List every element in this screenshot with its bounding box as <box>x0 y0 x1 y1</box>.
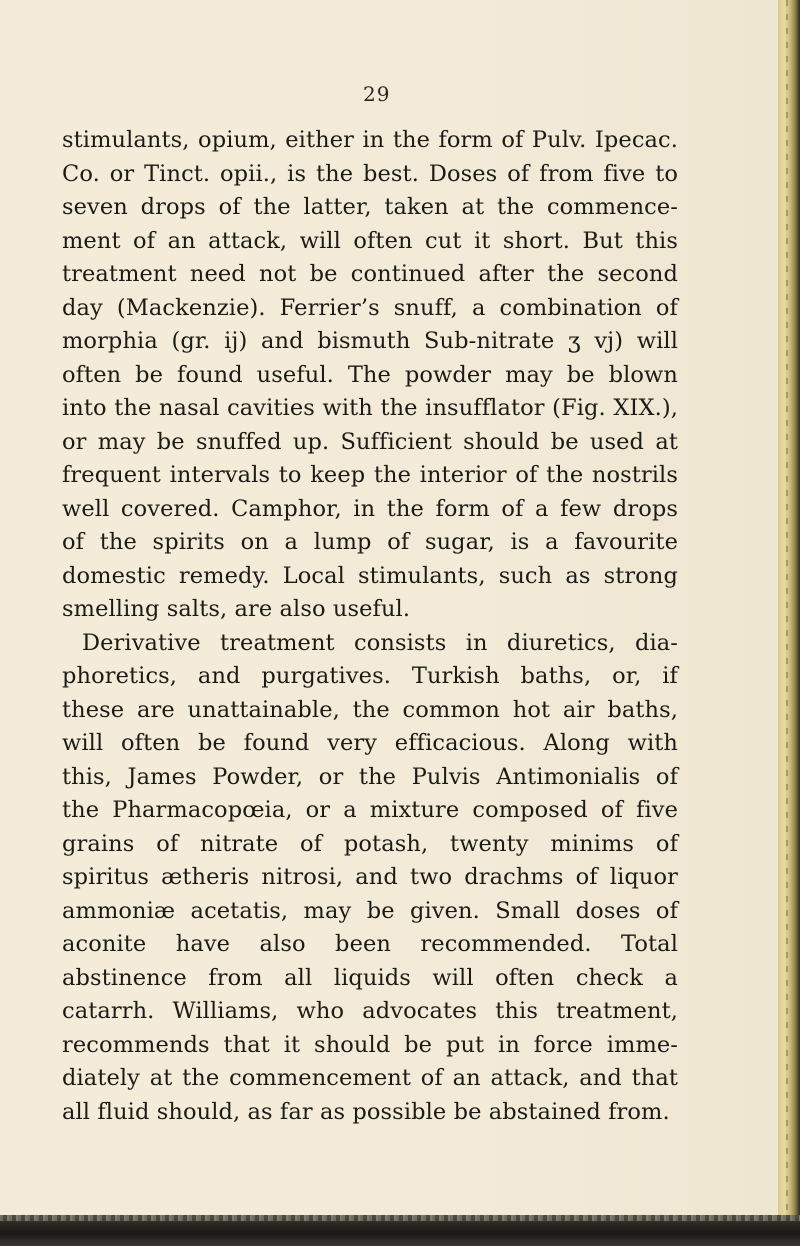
text-line: morphia (gr. ij) and bismuth Sub-nitrate ʒ vj) will <box>62 328 678 354</box>
text-line: catarrh. Williams, who advocates this treatment, <box>62 998 678 1024</box>
page-bottom-shadow <box>0 1215 800 1246</box>
text-line: treatment need not be continued after the second <box>62 261 678 287</box>
text-line: domestic remedy. Local stimulants, such as strong <box>62 562 678 589</box>
text-line: will often be found very efficacious. Along with <box>62 730 678 756</box>
text-line: or may be snuffed up. Sufficient should be used at <box>62 428 678 455</box>
text-line: this, James Powder, or the Pulvis Antimonialis of <box>62 763 678 790</box>
text-line: diately at the commencement of an attack, and that <box>62 1065 678 1091</box>
text-line: ment of an attack, will often cut it short. But this <box>62 227 678 254</box>
text-line: well covered. Camphor, in the form of a few drops <box>62 495 678 522</box>
text-line: aconite have also been recommended. Total <box>62 931 678 957</box>
text-line: Co. or Tinct. opii., is the best. Doses of from five to <box>62 160 678 187</box>
text-line: the Pharmacopœia, or a mixture composed of five <box>62 797 678 823</box>
text-line: all fluid should, as far as possible be abstained from. <box>62 1098 670 1125</box>
text-line: spiritus ætheris nitrosi, and two drachms of liquor <box>62 864 678 890</box>
book-binding-edge <box>778 0 800 1246</box>
text-line: seven drops of the latter, taken at the commence- <box>62 194 678 220</box>
page-number: 29 <box>363 82 391 106</box>
text-line: phoretics, and purgatives. Turkish baths, or, if <box>62 663 678 689</box>
text-line: day (Mackenzie). Ferrier’s snuff, a combination of <box>62 294 678 321</box>
text-line: these are unattainable, the common hot air baths, <box>62 696 678 723</box>
text-line: frequent intervals to keep the interior of the nostrils <box>62 462 678 488</box>
text-line: recommends that it should be put in force imme- <box>62 1031 678 1058</box>
text-line: into the nasal cavities with the insufflator (Fig. XIX.), <box>62 395 678 421</box>
text-line: grains of nitrate of potash, twenty minims of <box>62 830 678 857</box>
body-text <box>62 124 678 1129</box>
text-line: of the spirits on a lump of sugar, is a favourite <box>62 529 678 555</box>
text-line: abstinence from all liquids will often check a <box>62 964 678 991</box>
text-line: often be found useful. The powder may be blown <box>62 361 678 388</box>
text-line: ammoniæ acetatis, may be given. Small doses of <box>62 897 678 924</box>
text-line: smelling salts, are also useful. <box>62 596 411 622</box>
text-line: stimulants, opium, either in the form of Pulv. Ipecac. <box>62 127 678 153</box>
paragraph-start-line: Derivative treatment consists in diuretics, dia- <box>82 629 678 656</box>
